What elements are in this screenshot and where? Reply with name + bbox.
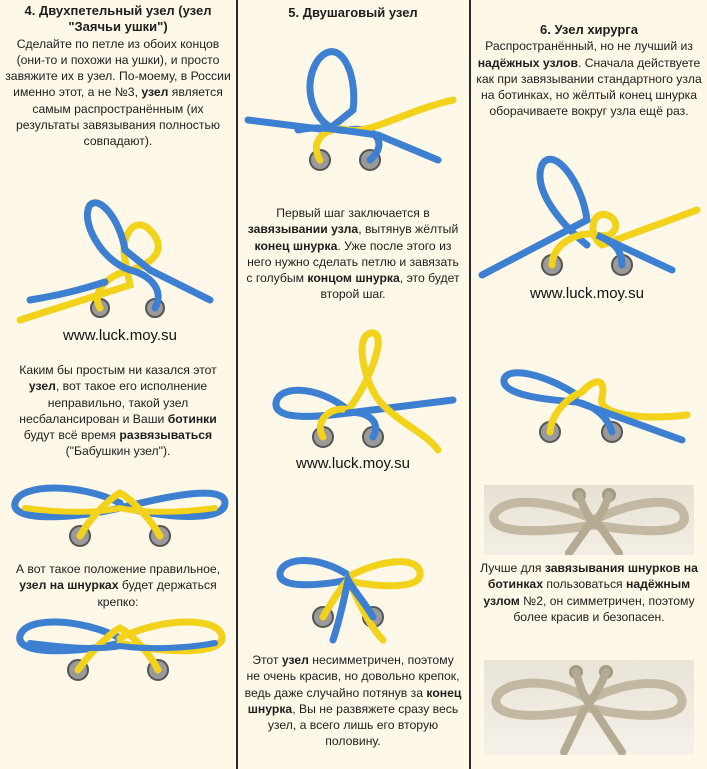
knot-illustration-bunny-ears bbox=[0, 190, 236, 330]
section-text-2a: Первый шаг заключается в завязывании узла, вытянув жёлтый конец шнурка. Уже после этого из него нужно сделать петлю и завязать с голубым концом шнурка, это будет второй шаг. bbox=[246, 206, 460, 302]
column-double-loop-knot bbox=[0, 0, 236, 769]
watermark-url: www.luck.moy.su bbox=[530, 285, 644, 302]
knot-illustration-wrong bbox=[0, 478, 236, 553]
knot-illustration-step2 bbox=[238, 325, 468, 455]
column-two-step-knot bbox=[238, 0, 468, 769]
section-title: 4. Двухпетельный узел (узел "Заячьи ушки") bbox=[24, 3, 212, 35]
section-title: 6. Узел хирурга bbox=[540, 22, 638, 37]
column-separator-right bbox=[469, 0, 471, 769]
section-title: 5. Двушаговый узел bbox=[288, 5, 418, 20]
knot-illustration-step1 bbox=[238, 30, 468, 190]
knot-illustration-correct bbox=[0, 608, 236, 688]
section-text-1c: А вот такое положение правильное, узел на шнурках будет держаться крепко: bbox=[15, 562, 221, 609]
photo-rope-bow-2 bbox=[484, 660, 694, 755]
watermark-url: www.luck.moy.su bbox=[296, 455, 410, 472]
knot-illustration-surgeon-step1 bbox=[472, 150, 707, 285]
photo-rope-bow-1 bbox=[484, 485, 694, 555]
watermark-url: www.luck.moy.su bbox=[63, 327, 177, 344]
section-text-1a: 4. Двухпетельный узел (узел "Заячьи ушки") Сделайте по петле из обоих концов (они-то и похожи на ушки), и просто завяжите их в узел. По-моему, в России именно этот, а не №3, узел является самым распространённым (их результаты завязывания полностью совпадают). bbox=[5, 3, 231, 149]
section-title-wrap bbox=[238, 5, 468, 21]
section-text-3a: 6. Узел хирурга Распространённый, но не лучший из надёжных узлов. Сначала действуете как при завязывании стандартного узла на ботинках, но жёлтый конец шнурка оборачиваете вокруг узла ещё раз. bbox=[476, 22, 702, 119]
section-text-1b: Каким бы простым ни казался этот узел, вот такое его исполнение неправильно, такой узел несбалансирован и Ваши ботинки будут всё время развязываться ("Бабушкин узел"). bbox=[19, 363, 217, 459]
section-text-3b: Лучше для завязывания шнурков на ботинках пользоваться надёжным узлом №2, он симметричен, поэтому более красив и безопасен. bbox=[480, 561, 698, 624]
knot-illustration-result bbox=[238, 535, 468, 645]
column-surgeon-knot bbox=[472, 0, 707, 769]
knot-illustration-surgeon-step2 bbox=[472, 340, 707, 450]
section-text-2b: Этот узел несимметричен, поэтому не очень красив, но довольно крепок, ведь даже случайно потянув за конец шнурка, Вы не развяжете сразу весь узел, а всего лишь его вторую половину. bbox=[244, 653, 462, 749]
